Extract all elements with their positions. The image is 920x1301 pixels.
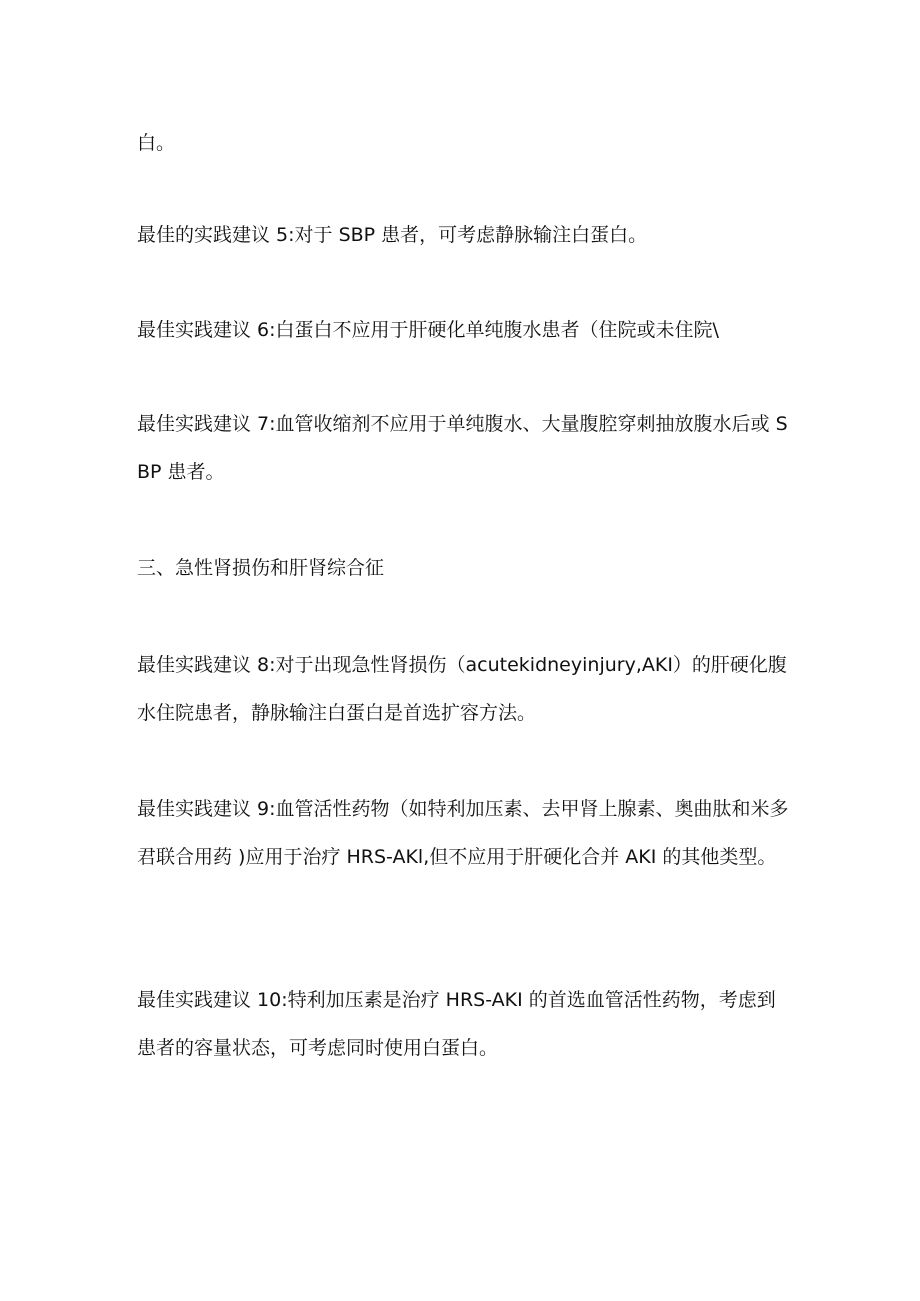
paragraph-recommendation-10: 最佳实践建议 10:特利加压素是治疗 HRS-AKI 的首选血管活性药物，考虑到患者的容量状态，可考虑同时使用白蛋白。	[137, 989, 776, 1059]
paragraph-recommendation-9: 最佳实践建议 9:血管活性药物（如特利加压素、去甲肾上腺素、奥曲肽和米多君联合用药 )应用于治疗 HRS-AKl,但不应用于肝硬化合并 AKI 的其他类型。	[137, 798, 789, 868]
paragraph-recommendation-5: 最佳的实践建议 5:对于 SBP 患者，可考虑静脉输注白蛋白。	[137, 224, 648, 246]
paragraph-continuation: 白。	[137, 132, 176, 154]
paragraph-recommendation-8: 最佳实践建议 8:对于出现急性肾损伤（acutekidneyinjury,AKI）的肝硬化腹水住院患者，静脉输注白蛋白是首选扩容方法。	[137, 654, 787, 724]
paragraph-recommendation-6: 最佳实践建议 6:白蛋白不应用于肝硬化单纯腹水患者（住院或未住院\	[137, 319, 719, 341]
section-heading: 三、急性肾损伤和肝肾综合征	[137, 557, 385, 579]
paragraph-recommendation-7: 最佳实践建议 7:血管收缩剂不应用于单纯腹水、大量腹腔穿刺抽放腹水后或 SBP 患者。	[137, 413, 788, 483]
